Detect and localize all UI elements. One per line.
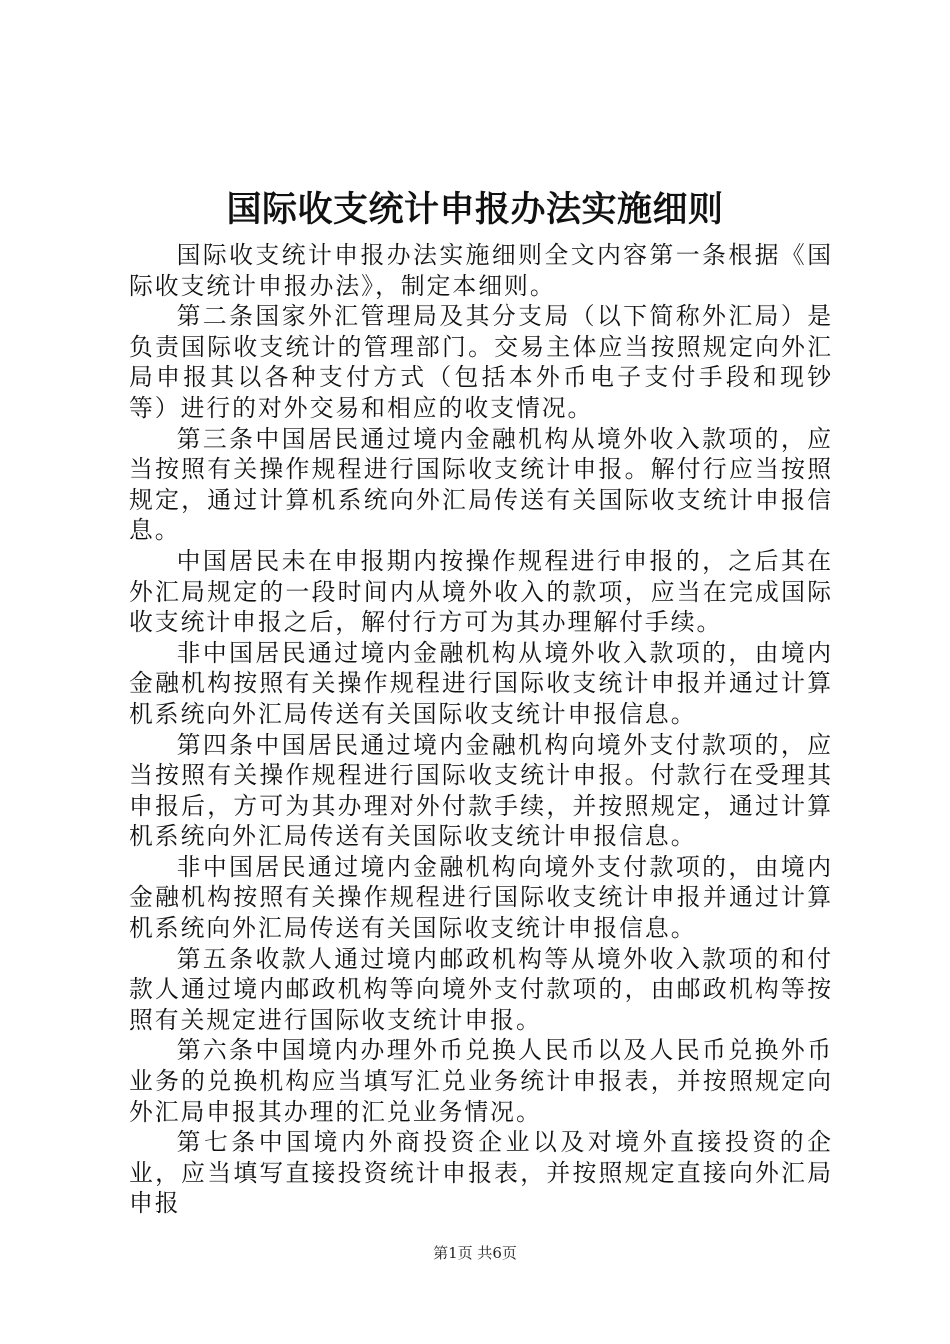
document-body [129, 240, 833, 1219]
paragraph-2: 第二条国家外汇管理局及其分支局（以下简称外汇局）是负责国际收支统计的管理部门。交易主体应当按照规定向外汇局申报其以各种支付方式（包括本外币电子支付手段和现钞等）进行的对外交易和相应的收支情况。 [129, 302, 833, 422]
paragraph-7: 非中国居民通过境内金融机构向境外支付款项的，由境内金融机构按照有关操作规程进行国际收支统计申报并通过计算机系统向外汇局传送有关国际收支统计申报信息。 [129, 852, 833, 943]
paragraph-1: 国际收支统计申报办法实施细则全文内容第一条根据《国际收支统计申报办法》，制定本细则。 [129, 241, 833, 300]
paragraph-10: 第七条中国境内外商投资企业以及对境外直接投资的企业，应当填写直接投资统计申报表，并按照规定直接向外汇局申报 [129, 1128, 833, 1218]
paragraph-5: 非中国居民通过境内金融机构从境外收入款项的，由境内金融机构按照有关操作规程进行国际收支统计申报并通过计算机系统向外汇局传送有关国际收支统计申报信息。 [129, 638, 833, 728]
page-footer: 第1页 共6页 [433, 1244, 517, 1262]
paragraph-6: 第四条中国居民通过境内金融机构向境外支付款项的，应当按照有关操作规程进行国际收支统计申报。付款行在受理其申报后，方可为其办理对外付款手续，并按照规定，通过计算机系统向外汇局传送有关国际收支统计申报信息。 [129, 730, 833, 851]
document-title: 国际收支统计申报办法实施细则 [226, 189, 724, 230]
paragraph-9: 第六条中国境内办理外币兑换人民币以及人民币兑换外币业务的兑换机构应当填写汇兑业务统计申报表，并按照规定向外汇局申报其办理的汇兑业务情况。 [129, 1036, 833, 1126]
paragraph-4: 中国居民未在申报期内按操作规程进行申报的，之后其在外汇局规定的一段时间内从境外收入的款项，应当在完成国际收支统计申报之后，解付行方可为其办理解付手续。 [129, 546, 833, 637]
paragraph-3: 第三条中国居民通过境内金融机构从境外收入款项的，应当按照有关操作规程进行国际收支统计申报。解付行应当按照规定，通过计算机系统向外汇局传送有关国际收支统计申报信息。 [129, 424, 833, 545]
paragraph-8: 第五条收款人通过境内邮政机构等从境外收入款项的和付款人通过境内邮政机构等向境外支付款项的，由邮政机构等按照有关规定进行国际收支统计申报。 [129, 944, 833, 1034]
